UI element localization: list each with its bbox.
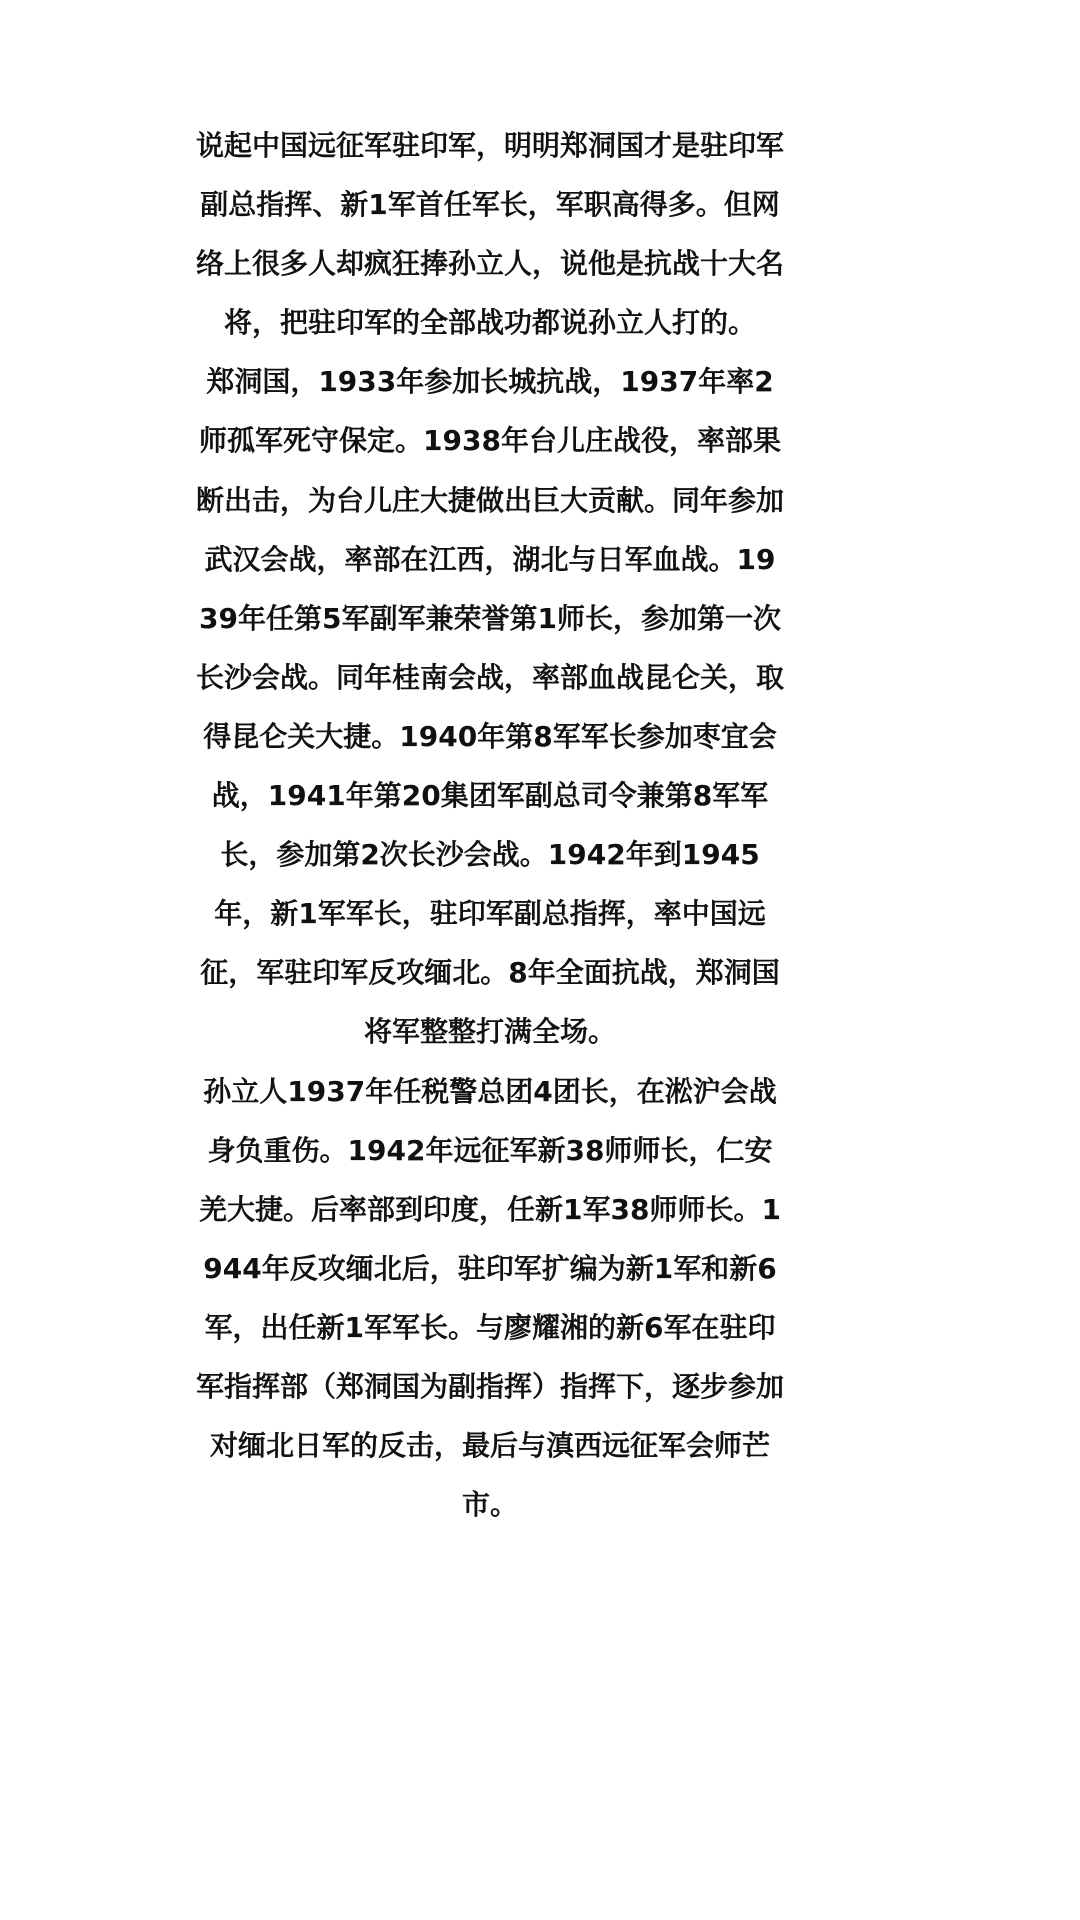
article-body: [195, 116, 785, 1534]
paragraph-sun-liren: 孙立人1937年任税警总团4团长，在淞沪会战身负重伤。1942年远征军新38师师长，仁安羌大捷。后率部到印度，任新1军38师师长。1944年反攻缅北后，驻印军扩编为新1军和新6军，出任新1军军长。与廖耀湘的新6军在驻印军指挥部（郑洞国为副指挥）指挥下，逐步参加对缅北日军的反击，最后与滇西远征军会师芒市。: [195, 1074, 784, 1522]
paragraph-zheng-dongguo: 郑洞国，1933年参加长城抗战，1937年率2师孤军死守保定。1938年台儿庄战役，率部果断出击，为台儿庄大捷做出巨大贡献。同年参加武汉会战，率部在江西，湖北与日军血战。1939年任第5军副军兼荣誉第1师长，参加第一次长沙会战。同年桂南会战，率部血战昆仑关，取得昆仑关大捷。1940年第8军军长参加枣宜会战，1941年第20集团军副总司令兼第8军军长，参加第2次长沙会战。1942年到1945年，新1军军长，驻印军副总指挥，率中国远征，军驻印军反攻缅北。8年全面抗战，郑洞国将军整整打满全场。: [195, 365, 784, 1049]
paragraph-intro: 说起中国远征军驻印军，明明郑洞国才是驻印军副总指挥、新1军首任军长，军职高得多。但网络上很多人却疯狂捧孙立人，说他是抗战十大名将，把驻印军的全部战功都说孙立人打的。: [195, 129, 784, 340]
